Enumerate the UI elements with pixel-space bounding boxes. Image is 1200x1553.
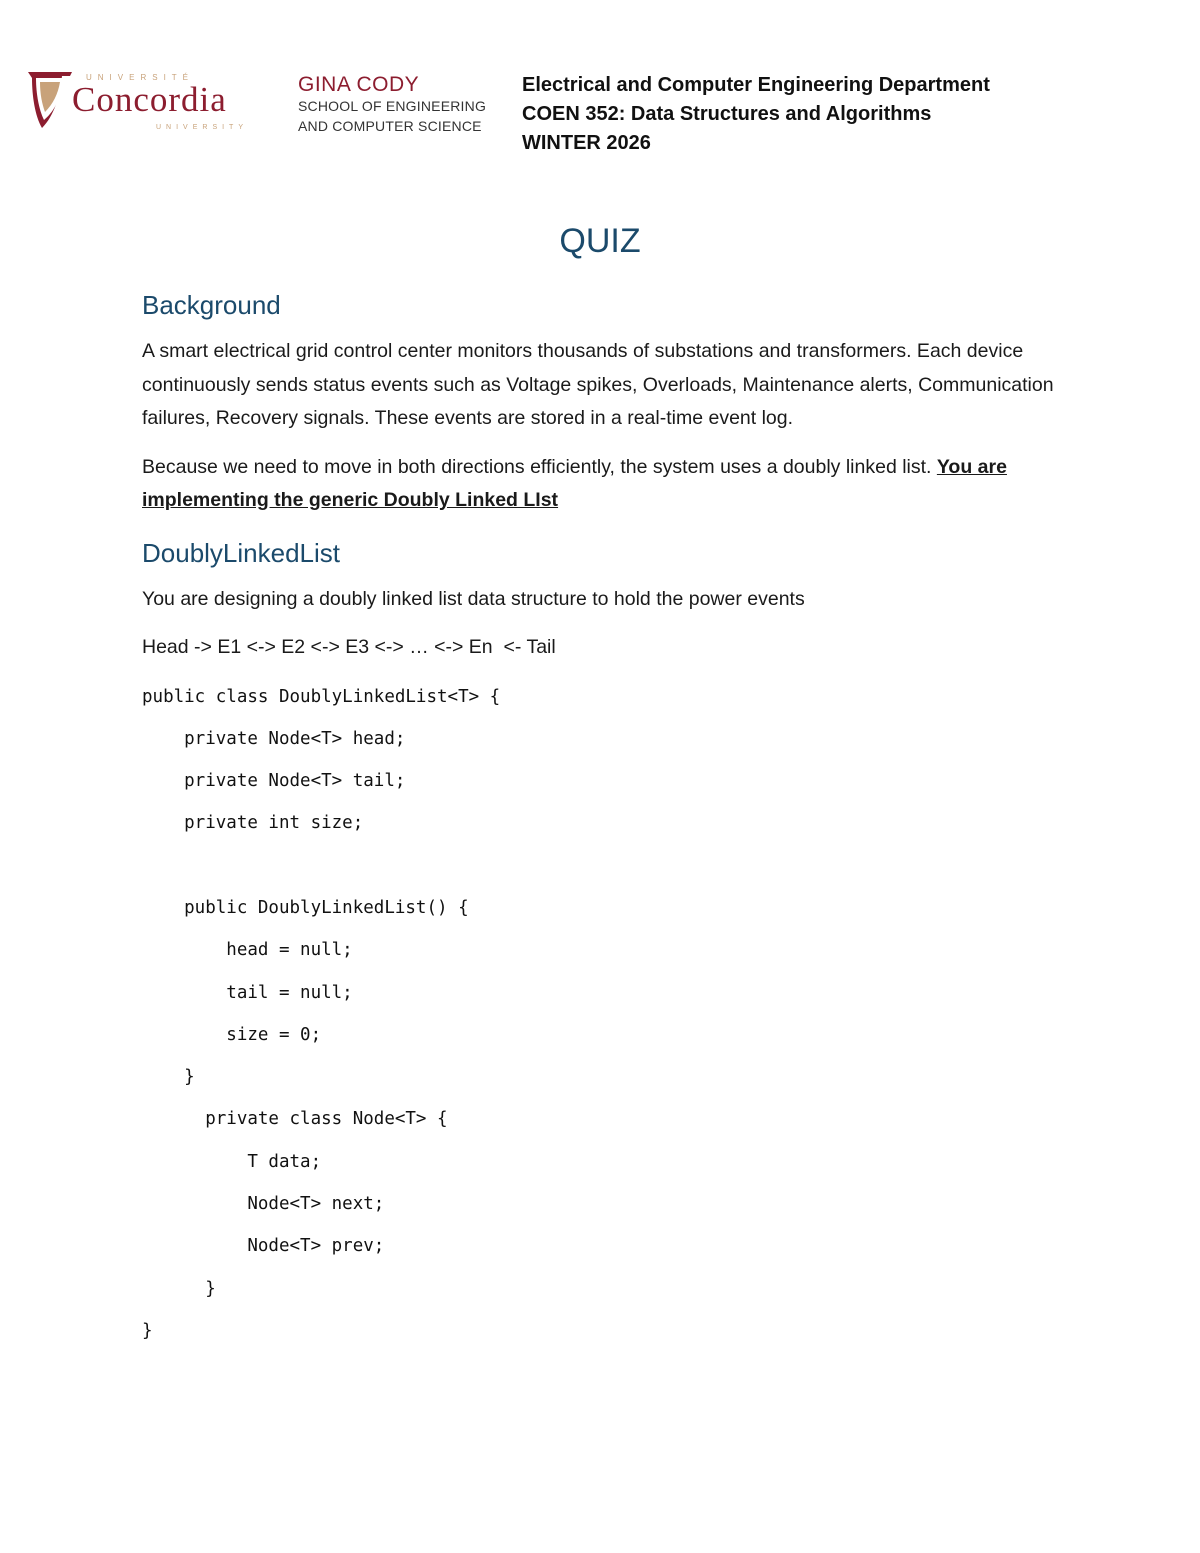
dll-intro: You are designing a doubly linked list data structure to hold the power events — [142, 587, 805, 610]
concordia-logo — [26, 66, 276, 136]
code-line: public class DoublyLinkedList<T> { — [142, 686, 501, 707]
dll-heading: DoublyLinkedList — [142, 537, 341, 568]
background-paragraph-1: A smart electrical grid control center monitors thousands of substations and transformers. Each device continuously sends status events such as Voltage spikes, Overloads, Maintenance alerts, Communication failures, Recovery signals. These events are stored in a real-time event log. — [142, 340, 1054, 429]
code-line: private int size; — [142, 813, 364, 834]
logo-top-text: UNIVERSITÉ — [86, 73, 195, 82]
page-title: QUIZ — [559, 222, 641, 260]
logo-main-text: Concordia — [72, 80, 227, 119]
background-paragraph-2 — [142, 451, 1062, 518]
code-block — [142, 676, 1062, 1353]
gina-cody-logo — [298, 74, 513, 144]
background-paragraph-2-text: Because we need to move in both directions efficiently, the system uses a doubly linked list. — [142, 455, 937, 478]
department-name: Electrical and Computer Engineering Department — [522, 74, 990, 96]
code-line: } — [142, 1320, 153, 1341]
course-name: COEN 352: Data Structures and Algorithms — [522, 103, 932, 125]
course-info — [522, 71, 1162, 158]
code-line: head = null; — [142, 940, 353, 961]
term: WINTER 2026 — [522, 132, 651, 154]
code-line: } — [142, 1067, 195, 1088]
school-line-2: AND COMPUTER SCIENCE — [298, 118, 482, 134]
code-line: tail = null; — [142, 982, 353, 1003]
document-body — [142, 290, 1062, 1352]
code-line: T data; — [142, 1151, 322, 1172]
dll-diagram: Head -> E1 <-> E2 <-> E3 <-> … <-> En <- Tail — [142, 636, 556, 658]
code-line: size = 0; — [142, 1024, 322, 1045]
background-heading: Background — [142, 290, 281, 320]
code-line: public DoublyLinkedList() { — [142, 897, 469, 918]
school-line-1: SCHOOL OF ENGINEERING — [298, 98, 487, 114]
code-line: } — [142, 1278, 216, 1299]
assignment-statement: You are implementing the generic Doubly Linked LIst — [142, 455, 1007, 511]
code-line: private Node<T> head; — [142, 728, 406, 749]
code-line: Node<T> prev; — [142, 1236, 385, 1257]
school-title: GINA CODY — [298, 73, 420, 96]
document-header — [26, 66, 1176, 166]
code-line: private class Node<T> { — [142, 1109, 448, 1130]
code-line: private Node<T> tail; — [142, 771, 406, 792]
logo-bottom-text: UNIVERSITY — [156, 124, 249, 131]
code-line — [142, 845, 1062, 887]
code-line: Node<T> next; — [142, 1194, 385, 1215]
